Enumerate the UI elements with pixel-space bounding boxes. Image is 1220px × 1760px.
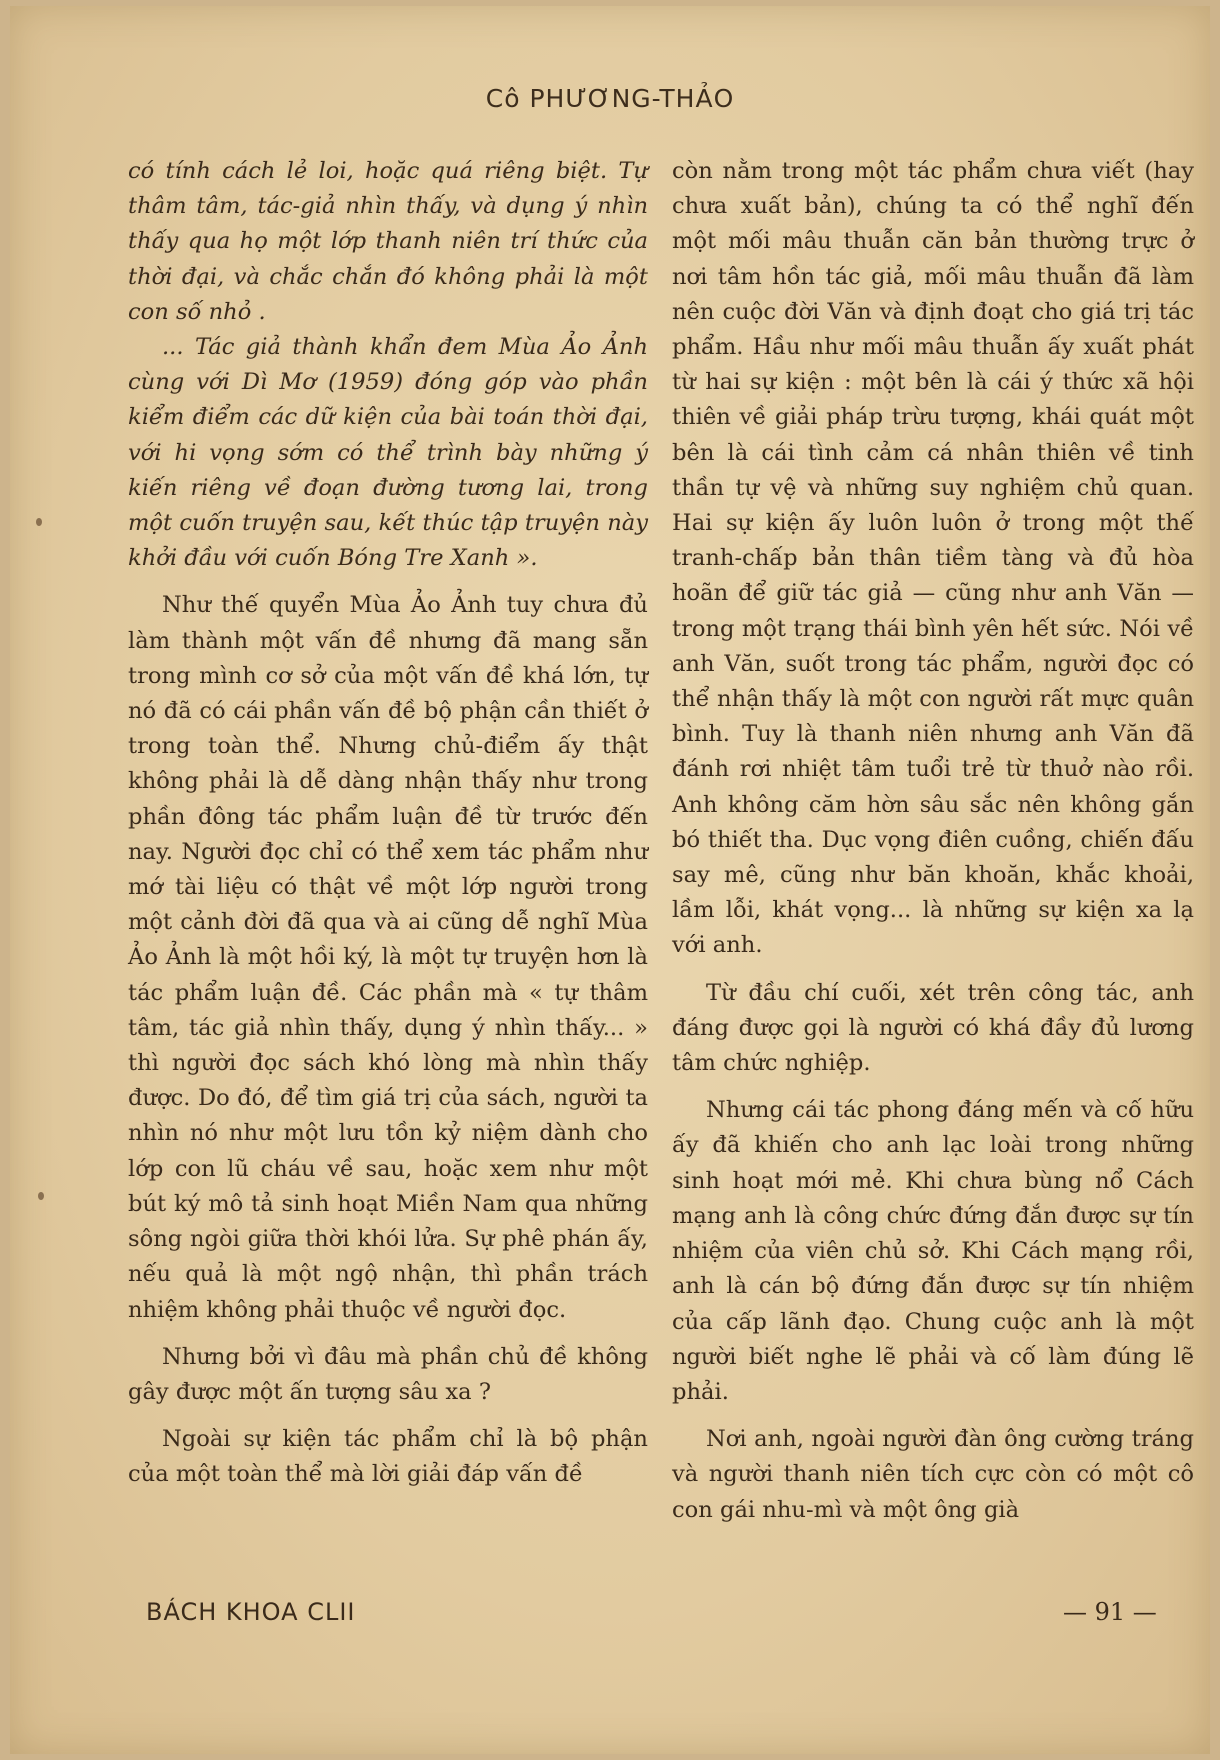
right-column bbox=[672, 154, 1194, 1528]
page-number: — 91 — bbox=[1063, 1598, 1157, 1626]
body-paragraph-4: còn nằm trong một tác phẩm chưa viết (hay chưa xuất bản), chúng ta có thể nghĩ đến một mối mâu thuẫn căn bản thường trực ở nơi tâm hồn tác giả, mối mâu thuẫn đã làm nên cuộc đời Văn và định đoạt cho giá trị tác phẩm. Hầu như mối mâu thuẫn ấy xuất phát từ hai sự kiện : một bên là cái ý thức xã hội thiên về giải pháp trừu tượng, khái quát một bên là cái tình cảm cá nhân thiên về tinh thần tự vệ và những suy nghiệm chủ quan. Hai sự kiện ấy luôn luôn ở trong một thế tranh-chấp bản thân tiềm tàng và đủ hòa hoãn để giữ tác giả — cũng như anh Văn — trong một trạng thái bình yên hết sức. Nói về anh Văn, suốt trong tác phẩm, người đọc có thể nhận thấy là một con người rất mực quân bình. Tuy là thanh niên nhưng anh Văn đã đánh rơi nhiệt tâm tuổi trẻ từ thuở nào rồi. Anh không căm hờn sâu sắc nên không gắn bó thiết tha. Dục vọng điên cuồng, chiến đấu say mê, cũng như băn khoăn, khắc khoải, lầm lỗi, khát vọng... là những sự kiện xa lạ với anh. bbox=[672, 158, 1194, 959]
scanned-page bbox=[10, 6, 1210, 1754]
body-paragraph-3: Ngoài sự kiện tác phẩm chỉ là bộ phận của một toàn thể mà lời giải đáp vấn đề bbox=[128, 1426, 648, 1488]
quote-paragraph-2: ... Tác giả thành khẩn đem Mùa Ảo Ảnh cùng với Dì Mơ (1959) đóng góp vào phần kiểm điểm các dữ kiện của bài toán thời đại, với hi vọng sớm có thể trình bày những ý kiến riêng về đoạn đường tương lai, trong một cuốn truyện sau, kết thúc tập truyện này khởi đầu với cuốn Bóng Tre Xanh ». bbox=[128, 334, 648, 572]
body-paragraph-1: Như thế quyển Mùa Ảo Ảnh tuy chưa đủ làm thành một vấn đề nhưng đã mang sẵn trong mình cơ sở của một vấn đề khá lớn, tự nó đã có cái phần vấn đề bộ phận cần thiết ở trong toàn thể. Nhưng chủ-điểm ấy thật không phải là dễ dàng nhận thấy như trong phần đông tác phẩm luận đề từ trước đến nay. Người đọc chỉ có thể xem tác phẩm như mớ tài liệu có thật về một lớp người trong một cảnh đời đã qua và ai cũng dễ nghĩ Mùa Ảo Ảnh là một hồi ký, là một tự truyện hơn là tác phẩm luận đề. Các phần mà « tự thâm tâm, tác giả nhìn thấy, dụng ý nhìn thấy... » thì người đọc sách khó lòng mà nhìn thấy được. Do đó, để tìm giá trị của sách, người ta nhìn nó như một lưu tồn kỷ niệm dành cho lớp con lũ cháu về sau, hoặc xem như một bút ký mô tả sinh hoạt Miền Nam qua những sông ngòi giữa thời khói lửa. Sự phê phán ấy, nếu quả là một ngộ nhận, thì phần trách nhiệm không phải thuộc về người đọc. bbox=[128, 592, 648, 1323]
body-paragraph-2: Nhưng bởi vì đâu mà phần chủ đề không gây được một ấn tượng sâu xa ? bbox=[128, 1343, 648, 1405]
running-header: Cô PHƯƠNG-THẢO bbox=[485, 84, 735, 113]
left-column bbox=[128, 154, 648, 1493]
quote-paragraph-1: có tính cách lẻ loi, hoặc quá riêng biệt. Tự thâm tâm, tác-giả nhìn thấy, và dụng ý nhìn thấy qua họ một lớp thanh niên trí thức của thời đại, và chắc chắn đó không phải là một con số nhỏ . bbox=[128, 158, 648, 325]
body-paragraph-5: Từ đầu chí cuối, xét trên công tác, anh đáng được gọi là người có khá đầy đủ lương tâm chức nghiệp. bbox=[672, 979, 1194, 1077]
paper-speck bbox=[38, 1192, 44, 1200]
body-paragraph-7: Nơi anh, ngoài người đàn ông cường tráng và người thanh niên tích cực còn có một cô con gái nhu-mì và một ông già bbox=[672, 1426, 1194, 1523]
magazine-footer: BÁCH KHOA CLII bbox=[146, 1598, 356, 1626]
paper-speck bbox=[36, 518, 42, 526]
body-paragraph-6: Nhưng cái tác phong đáng mến và cố hữu ấy đã khiến cho anh lạc loài trong những sinh hoạt mới mẻ. Khi chưa bùng nổ Cách mạng anh là công chức đứng đắn được sự tín nhiệm của viên chủ sở. Khi Cách mạng rồi, anh là cán bộ đứng đắn được sự tín nhiệm của cấp lãnh đạo. Chung cuộc anh là một người biết nghe lẽ phải và cố làm đúng lẽ phải. bbox=[672, 1097, 1194, 1405]
